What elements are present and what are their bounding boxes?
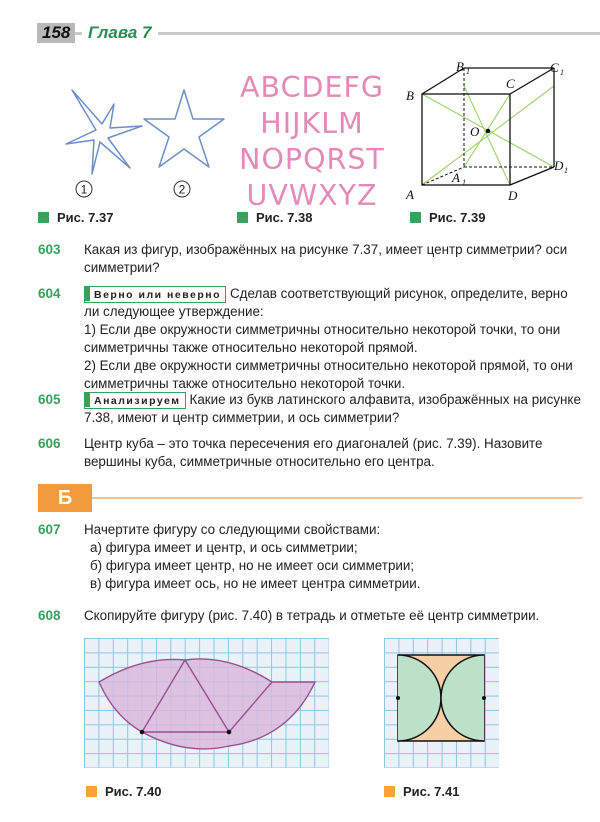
problem-number: 606 <box>38 436 61 451</box>
fig737-label-1: 1 <box>80 182 88 197</box>
vertex-d: D <box>508 188 518 203</box>
problem-text: Начертите фигуру со следующими свойствами: <box>84 522 381 537</box>
problem-number: 605 <box>38 392 61 407</box>
vertex-a: A <box>406 187 414 202</box>
letters-row-4: UVWXYZ <box>246 179 378 212</box>
alphabet-letters <box>232 70 392 214</box>
star-figure <box>144 90 224 167</box>
vertex-c1: C <box>550 60 559 75</box>
problem-608 <box>38 607 583 625</box>
vertex-a1: A <box>452 170 460 185</box>
caption-marker <box>38 212 49 223</box>
vertex-b: B <box>406 88 414 103</box>
vertex-c: C <box>506 76 515 91</box>
problem-604 <box>38 285 583 393</box>
caption-marker <box>237 212 248 223</box>
statement-2: 2) Если две окружности симметричны относительно некоторой прямой, то они симметричны также относительно некоторой точки. <box>84 358 573 391</box>
problem-607 <box>38 521 583 593</box>
letters-row-3: NOPQRST <box>239 143 385 176</box>
caption-7-39: Рис. 7.39 <box>410 210 485 225</box>
caption-marker <box>410 212 421 223</box>
letters-row-2: HIJKLM <box>260 107 364 140</box>
tag-analyze: Анализируем <box>84 392 186 409</box>
caption-7-38: Рис. 7.38 <box>237 210 312 225</box>
vertex-d1: D <box>554 158 564 173</box>
caption-marker <box>384 786 395 797</box>
problem-603 <box>38 241 583 277</box>
option-b: б) фигура имеет центр, но не имеет оси симметрии; <box>90 558 415 573</box>
problem-number: 608 <box>38 608 61 623</box>
vertex-b1: B <box>456 59 464 74</box>
letters-row-1: ABCDEFG <box>240 71 384 104</box>
problem-number: 607 <box>38 522 61 537</box>
svg-text:1: 1 <box>466 67 470 76</box>
problem-number: 604 <box>38 286 61 301</box>
figure-7-40-shape <box>84 638 329 768</box>
svg-text:1: 1 <box>462 178 466 187</box>
problem-605 <box>38 391 583 427</box>
page-header <box>0 22 600 44</box>
fig737-label-2: 2 <box>178 182 186 197</box>
option-c: в) фигура имеет ось, но не имеет центра симметрии. <box>90 576 421 591</box>
pinwheel-figure <box>66 90 142 174</box>
svg-text:1: 1 <box>564 166 568 175</box>
problem-text: Центр куба – это точка пересечения его диагоналей (рис. 7.39). Назовите вершины куба, симметричные относительно его центра. <box>84 436 543 469</box>
tag-true-false: Верно или неверно <box>84 286 226 303</box>
caption-7-37: Рис. 7.37 <box>38 210 113 225</box>
problem-text: Какая из фигур, изображённых на рисунке 7.37, имеет центр симметрии? оси симметрии? <box>84 242 568 275</box>
caption-marker <box>86 786 97 797</box>
caption-7-40: Рис. 7.40 <box>86 784 161 799</box>
figure-7-39-cube <box>404 58 576 208</box>
problem-text: Скопируйте фигуру (рис. 7.40) в тетрадь и отметьте её центр симметрии. <box>84 608 540 623</box>
caption-7-41: Рис. 7.41 <box>384 784 459 799</box>
problem-text: Какие из букв латинского алфавита, изображённых на рисунке 7.38, имеют и центр симметрии, и ось симметрии? <box>84 392 581 425</box>
problem-text: Сделав соответствующий рисунок, определите, верно ли следующее утверждение: <box>84 286 568 319</box>
page-number: 158 <box>37 23 75 43</box>
svg-text:1: 1 <box>560 68 564 77</box>
problem-606 <box>38 435 583 471</box>
section-rule <box>92 497 582 499</box>
section-b-label: Б <box>38 484 92 512</box>
center-o: O <box>470 124 480 139</box>
chapter-title: Глава 7 <box>82 23 158 43</box>
problem-number: 603 <box>38 242 61 257</box>
figure-7-41-shape <box>384 638 499 768</box>
option-a: а) фигура имеет и центр, и ось симметрии; <box>90 540 358 555</box>
figure-7-37 <box>34 82 230 206</box>
statement-1: 1) Если две окружности симметричны относительно некоторой точки, то они симметричны также относительно некоторой прямой. <box>84 322 561 355</box>
